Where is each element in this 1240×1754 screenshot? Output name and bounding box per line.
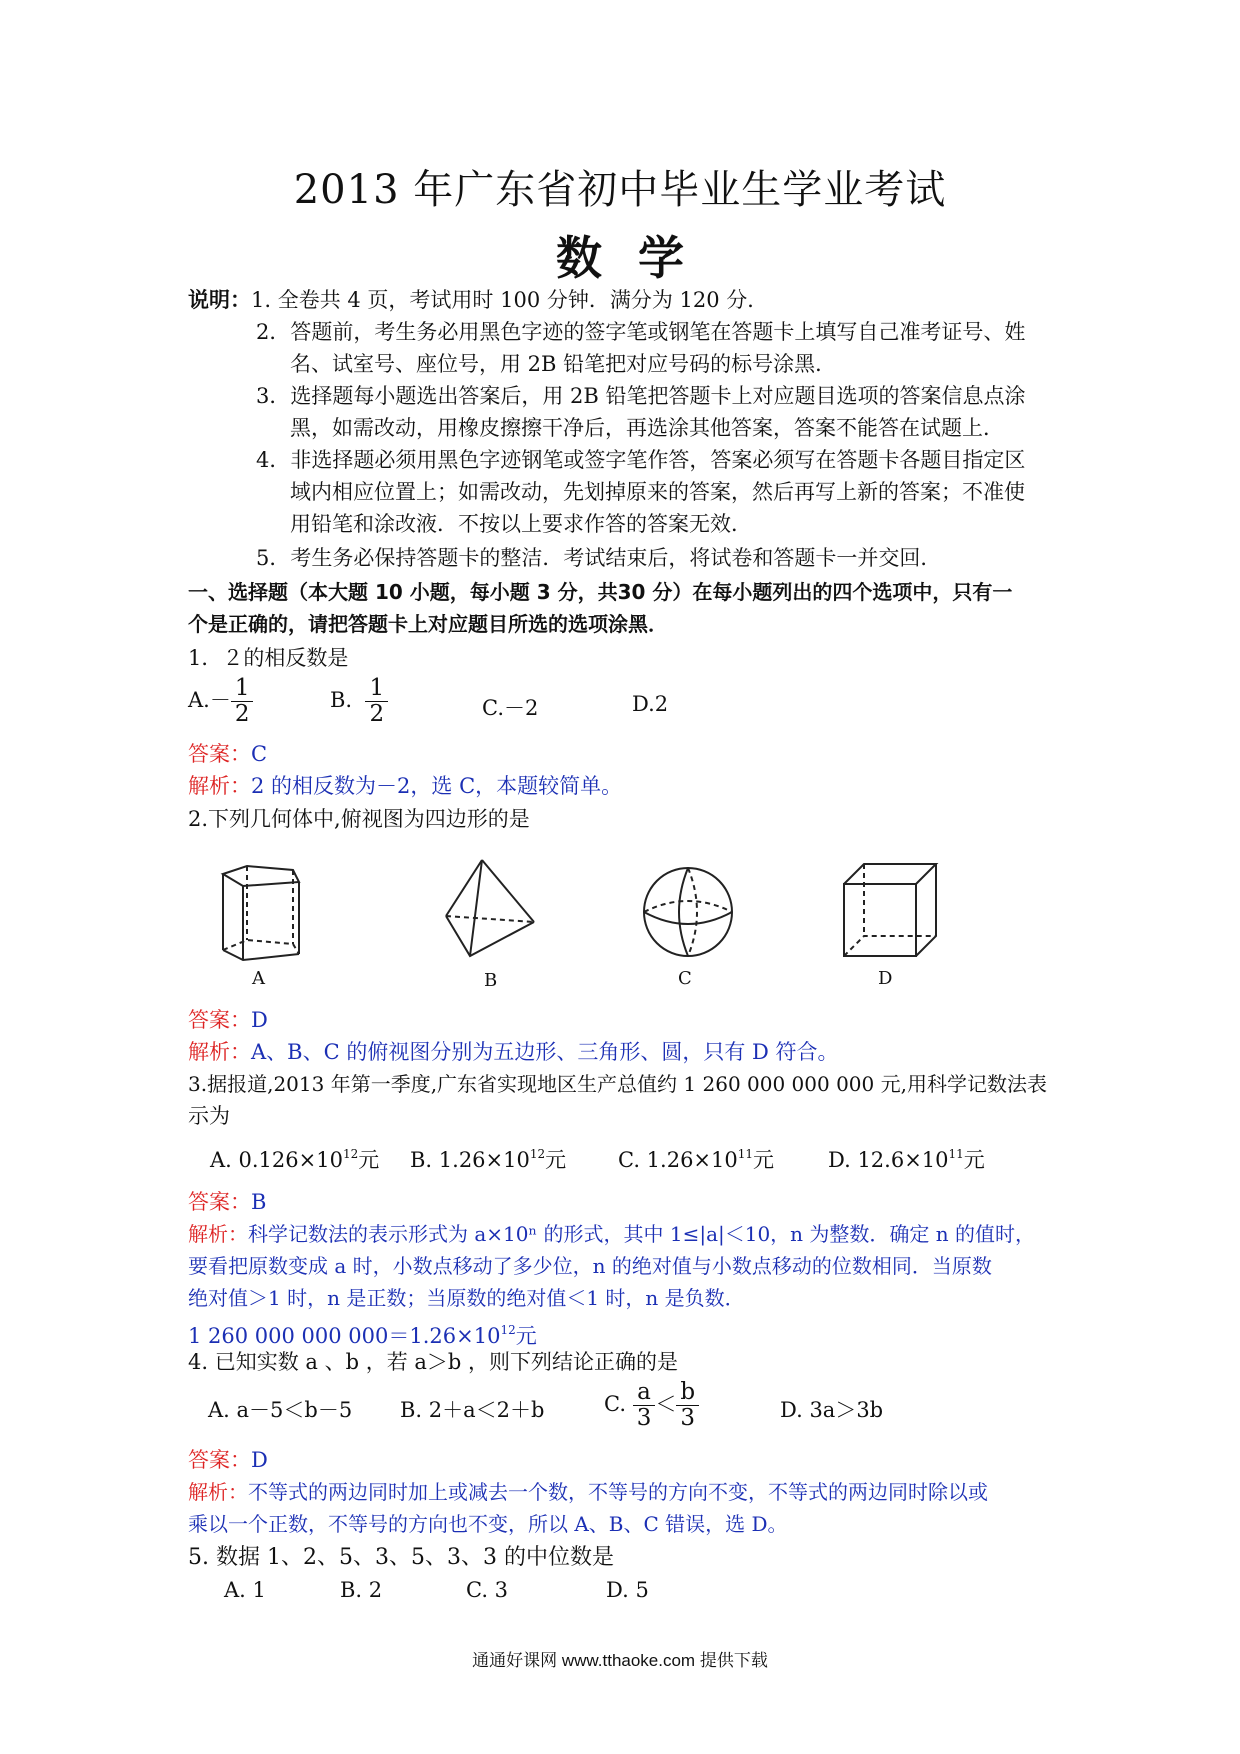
option-exponent: 12 [529, 1147, 546, 1161]
instruction-item: 5．考生务必保持答题卡的整洁．考试结束后，将试卷和答题卡一并交回． [256, 546, 942, 570]
answer-label: 答案： [188, 1190, 251, 1214]
option-exponent: 11 [948, 1147, 964, 1161]
q4-analysis-cont: 乘以一个正数，不等号的方向也不变，所以 A、B、C 错误，选 D。 [188, 1512, 788, 1536]
cube-figure [840, 860, 940, 960]
q4-option-a: A. a－5＜b－5 [208, 1398, 353, 1422]
answer-value: D [251, 1448, 268, 1472]
fraction-numerator: 1 [365, 676, 388, 702]
fraction-denominator: 2 [369, 701, 385, 727]
option-text: C. 1.26×10 [618, 1148, 738, 1172]
option-text: B. 1.26×10 [410, 1148, 530, 1172]
q3-stem-cont: 示为 [188, 1104, 230, 1128]
instruction-item: 2．答题前，考生务必用黑色字迹的签字笔或钢笔在答题卡上填写自己准考证号、姓 [256, 320, 1026, 344]
q2-answer [188, 1004, 268, 1036]
q4-option-c-prefix: C. [604, 1392, 626, 1416]
exam-title: 2013 年广东省初中毕业生学业考试 [293, 167, 947, 213]
fraction-denominator: 2 [234, 701, 250, 727]
q3-analysis-cont: 绝对值＞1 时，n 是正数；当原数的绝对值＜1 时，n 是负数． [188, 1286, 745, 1310]
q3-answer [188, 1186, 266, 1218]
pentagonal-prism-figure [215, 862, 305, 962]
q1-answer [188, 738, 267, 770]
figure-label-c: C [678, 968, 692, 989]
figure-label-b: B [484, 970, 498, 991]
q1-option-b-fraction [365, 676, 388, 727]
analysis-text: A、B、C 的俯视图分别为五边形、三角形、圆，只有 D 符合。 [251, 1040, 839, 1064]
option-text: A. 0.126×10 [210, 1148, 343, 1172]
answer-label: 答案： [188, 1008, 251, 1032]
q3-analysis-cont: 要看把原数变成 a 时，小数点移动了多少位，n 的绝对值与小数点移动的位数相同．当原数 [188, 1254, 992, 1278]
q1-option-a [188, 676, 253, 727]
figure-label-d: D [878, 968, 893, 989]
answer-label: 答案： [188, 742, 251, 766]
instruction-item: 黑，如需改动，用橡皮擦擦干净后，再选涂其他答案，答案不能答在试题上． [290, 416, 1004, 440]
instruction-item: 名、试室号、座位号，用 2B 铅笔把对应号码的标号涂黑． [290, 352, 837, 376]
q5-option-a: A. 1 [224, 1578, 266, 1602]
section-heading: 一、选择题（本大题 10 小题，每小题 3 分，共30 分）在每小题列出的四个选项中，只有一 [188, 580, 1013, 604]
option-unit: 元 [545, 1148, 567, 1172]
q4-option-c-fraction-b [676, 1380, 699, 1431]
figure-label-a: A [252, 968, 265, 989]
q4-option-c [604, 1380, 699, 1431]
q5-stem: 5. 数据 1、2、5、3、5、3、3 的中位数是 [188, 1545, 614, 1570]
analysis-label: 解析： [188, 1222, 248, 1246]
result-text: 1 260 000 000 000＝1.26×10 [188, 1324, 501, 1348]
instruction-item: 用铅笔和涂改液．不按以上要求作答的答案无效． [290, 512, 752, 536]
answer-value: C [251, 742, 268, 766]
q3-option-d [828, 1144, 985, 1174]
analysis-text: 科学记数法的表示形式为 a×10ⁿ 的形式，其中 1≤|a|＜10，n 为整数．确定 n 的值时， [248, 1222, 1036, 1246]
q5-option-d: D. 5 [606, 1578, 649, 1602]
analysis-text: 2 的相反数为－2，选 C，本题较简单。 [251, 774, 623, 798]
answer-value: B [251, 1190, 267, 1214]
q1-option-a-fraction [231, 676, 254, 727]
q1-option-d: D.2 [632, 692, 669, 716]
option-exponent: 12 [342, 1147, 359, 1161]
page-footer: 通通好课网 www.tthaoke.com 提供下载 [472, 1651, 768, 1670]
q3-analysis [188, 1218, 1035, 1250]
option-exponent: 11 [737, 1147, 754, 1161]
sphere-figure [640, 862, 736, 962]
triangular-pyramid-figure [442, 856, 542, 966]
instruction-item: 域内相应位置上；如需改动，先划掉原来的答案，然后再写上新的答案；不准使 [290, 480, 1025, 504]
q1-analysis [188, 770, 622, 802]
result-unit: 元 [515, 1324, 537, 1348]
result-exponent: 12 [500, 1323, 516, 1337]
instruction-item: 4．非选择题必须用黑色字迹钢笔或签字笔作答，答案必须写在答题卡各题目指定区 [256, 448, 1026, 472]
answer-label: 答案： [188, 1448, 251, 1472]
fraction-numerator: 1 [231, 676, 254, 702]
q3-option-c [618, 1144, 774, 1174]
q4-option-b: B. 2＋a＜2＋b [400, 1398, 545, 1422]
analysis-label: 解析： [188, 1040, 251, 1064]
option-unit: 元 [963, 1148, 985, 1172]
analysis-label: 解析： [188, 1480, 248, 1504]
q4-analysis [188, 1476, 988, 1508]
instructions-first-line [188, 284, 768, 316]
q1-option-a-prefix: A.－ [188, 688, 231, 712]
fraction-denominator: 3 [680, 1405, 696, 1431]
q5-option-c: C. 3 [466, 1578, 509, 1602]
option-unit: 元 [358, 1148, 380, 1172]
q4-answer [188, 1444, 268, 1476]
q2-analysis [188, 1036, 839, 1068]
fraction-numerator: b [676, 1380, 699, 1406]
q4-stem: 4. 已知实数 a 、b ，若 a＞b ，则下列结论正确的是 [188, 1350, 679, 1374]
section-heading-cont: 个是正确的，请把答题卡上对应题目所选的选项涂黑． [188, 612, 668, 636]
q1-option-c: C.－2 [482, 696, 539, 720]
q4-option-d: D. 3a＞3b [780, 1398, 884, 1422]
analysis-label: 解析： [188, 774, 251, 798]
fraction-denominator: 3 [636, 1405, 652, 1431]
q4-option-c-fraction-a [633, 1380, 656, 1431]
analysis-text: 不等式的两边同时加上或减去一个数，不等号的方向不变，不等式的两边同时除以或 [248, 1480, 988, 1504]
less-than-sign: ＜ [655, 1392, 677, 1416]
instruction-item: 3．选择题每小题选出答案后，用 2B 铅笔把答题卡上对应题目选项的答案信息点涂 [256, 384, 1026, 408]
q1-option-b-prefix: B. [330, 688, 353, 712]
q1-option-b [330, 676, 388, 727]
option-unit: 元 [753, 1148, 775, 1172]
fraction-numerator: a [633, 1380, 656, 1406]
subject-title: 数学 [556, 231, 720, 285]
instruction-item: 1. 全卷共 4 页，考试用时 100 分钟．满分为 120 分． [251, 288, 769, 312]
q5-option-b: B. 2 [340, 1578, 383, 1602]
q3-option-a [210, 1144, 379, 1174]
instructions-label: 说明： [188, 287, 251, 312]
option-text: D. 12.6×10 [828, 1148, 949, 1172]
q3-option-b [410, 1144, 566, 1174]
q3-stem: 3.据报道,2013 年第一季度,广东省实现地区生产总值约 1 260 000 000 000 元,用科学记数法表 [188, 1072, 1047, 1096]
answer-value: D [251, 1008, 268, 1032]
q1-stem: 1．２的相反数是 [188, 646, 349, 670]
q2-stem: 2.下列几何体中,俯视图为四边形的是 [188, 807, 530, 831]
